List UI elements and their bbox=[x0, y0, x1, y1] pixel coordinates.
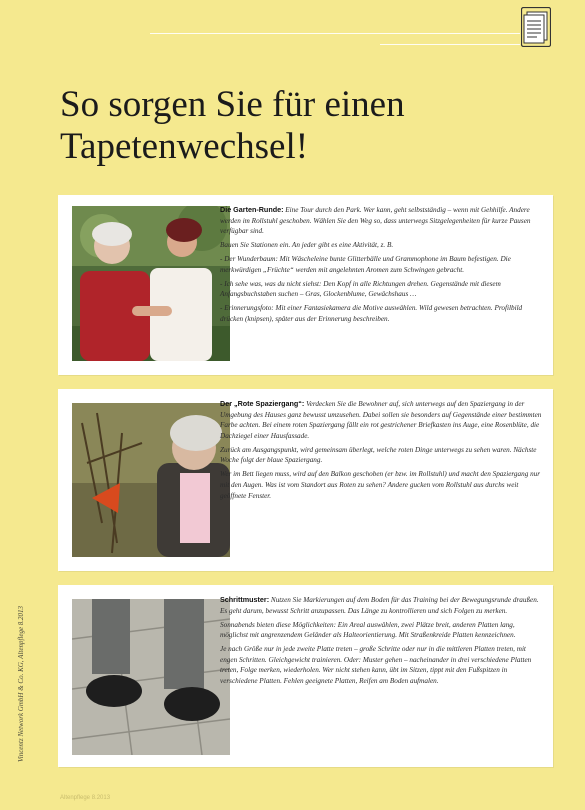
card-paragraph: Bauen Sie Stationen ein. An jeder gibt es eine Aktivität, z. B. bbox=[220, 241, 394, 250]
card-paragraph: Sonnabends bieten diese Möglichkeiten: Ein Areal auswählen, zwei Plätze breit, anderen Platten lang, möglichst mit angrenzendem Geländer als Halteorientierung. Mit Straßenkreide Platten kennzeichnen. bbox=[220, 620, 516, 640]
copyright-credit: Vincentz Network GmbH & Co. KG, Altenpflege 8.2013 bbox=[17, 605, 25, 762]
page-title-line1: So sorgen Sie für einen bbox=[60, 84, 405, 125]
card-red-walk bbox=[58, 389, 553, 571]
page-title-line2: Tapetenwechsel! bbox=[60, 126, 309, 167]
card-paragraph: - Erinnerungsfoto: Mit einer Fantasiekamera die Motive auswählen. Wild gewesen betrachten. Profilbild drücken (knipsen), später aus der Erinnerung beschreiben. bbox=[220, 304, 523, 323]
card-paragraph-text: Nutzen Sie Markierungen auf dem Boden für das Training bei der Bewegungsrunde draußen. Es geht darum, bewusst Schritt anzupassen. Das Länge zu kontrollieren und sich Folgen zu merken. bbox=[220, 596, 539, 615]
card-paragraph: - Ich sehe was, was du nicht siehst: Den Kopf in alle Richtungen drehen. Gegenstände mit diesem Anfangsbuchstaben suchen – Gras, Glockenblume, Gewächshaus … bbox=[220, 279, 501, 299]
card-paragraph: - Der Wunderbaum: Mit Wäscheleine bunte Glitterbälle und Grammophone im Baum befestigen. Die merkwürdigen „Früchte“ werden mit angelehnten Aromen zum Schwingen gebracht. bbox=[220, 255, 511, 274]
card-paragraph: Je nach Größe nur in jede zweite Platte treten – große Schritte oder nur in die mittleren Platten treten, mit engen Schritten. Gleichgewicht trainieren. Oder: Muster gehen – nacheinander in drei verschiedene Platten treten, Folge merken, wiederholen. Wer nicht stehen kann, übt im Sitzen, tippt mit den Fußspitzen in verschiedene Platten. Fehlen geeignete Platten, Reifen am Boden aufmalen. bbox=[220, 645, 532, 685]
card-lead: Der „Rote Spaziergang“: bbox=[220, 399, 305, 408]
card-paragraph bbox=[220, 399, 542, 441]
page-title bbox=[60, 84, 540, 168]
card-lead: Schrittmuster: bbox=[220, 595, 270, 604]
card-paragraph: Wer im Bett liegen muss, wird auf den Balkon geschoben (er bzw. im Rollstuhl) und macht den Spaziergang nur mit den Augen. Was ist vom Standort aus Roten zu sehen? Andere gucken vom Rollstuhl aus durchs weit geöffnete Fenster. bbox=[220, 470, 541, 500]
card-step-patterns bbox=[58, 585, 553, 767]
page-footer: Altenpflege 8.2013 bbox=[60, 795, 111, 801]
card-paragraph: Zurück am Ausgangspunkt, wird gemeinsam überlegt, welche roten Dinge unterwegs zu sehen waren. Nächste Woche folgt der blaue Spaziergang. bbox=[220, 445, 537, 465]
card-text bbox=[220, 595, 542, 690]
card-text bbox=[220, 399, 542, 505]
header-rule bbox=[150, 33, 520, 34]
card-paragraph-text: Eine Tour durch den Park. Wer kann, geht selbstständig – wenn mit Gehhilfe. Andere werden im Rollstuhl geschoben. Wählen Sie den Weg so, dass unterwegs Sitzgelegenheiten für kurze Pausen verfügbar sind. bbox=[220, 206, 531, 236]
elderly-woman-with-red-flag-photo bbox=[72, 403, 230, 557]
document-icon bbox=[521, 7, 551, 47]
header-rule-short bbox=[380, 44, 520, 45]
card-paragraph bbox=[220, 595, 542, 616]
card-garden-walk bbox=[58, 195, 553, 375]
card-lead: Die Garten-Runde: bbox=[220, 205, 284, 214]
card-paragraph-text: Verdecken Sie die Bewohner auf, sich unterwegs auf den Spaziergang in der Umgebung des Hauses ganz bewusst umzusehen. Dabei sollen sie besonders auf Gegenstände einer bestimmten Farbe achten. Bei einem roten Spaziergang fällt ein rot gestrichener Briefkasten ins Auge, eine Rosenblüte, die Dachziegel einer Hausfassade. bbox=[220, 400, 542, 440]
elderly-woman-and-caregiver-walking-photo bbox=[72, 206, 230, 361]
card-paragraph bbox=[220, 205, 542, 237]
feet-in-slippers-on-tiles-photo bbox=[72, 599, 230, 755]
card-text bbox=[220, 205, 542, 328]
